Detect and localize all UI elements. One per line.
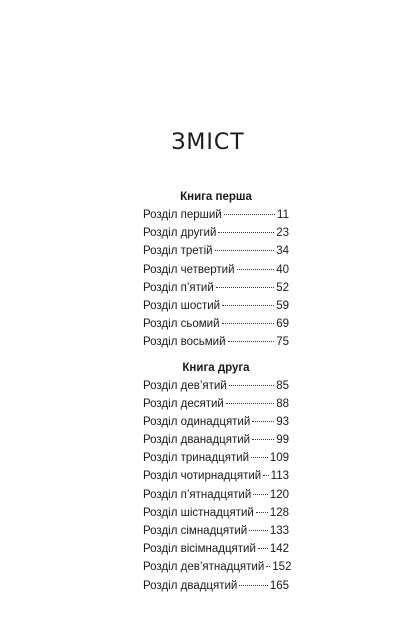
page-title: ЗМІСТ [171, 130, 245, 155]
dot-leader [228, 341, 275, 342]
page-number: 109 [269, 452, 289, 465]
toc-entry[interactable] [143, 315, 289, 333]
toc-entry[interactable] [143, 504, 289, 522]
dot-leader [263, 475, 268, 476]
page-number: 88 [276, 397, 289, 410]
toc-entry[interactable] [143, 297, 289, 315]
page-number: 52 [276, 281, 289, 294]
page-number: 40 [276, 263, 289, 276]
page-number: 142 [269, 543, 289, 556]
page-number: 128 [269, 506, 289, 519]
chapter-title: Розділ тринадцятий [143, 452, 250, 465]
page-number: 99 [276, 434, 289, 447]
dot-leader [256, 512, 268, 513]
dot-leader [226, 403, 274, 404]
page-number: 120 [269, 488, 289, 501]
toc-entry[interactable] [143, 558, 292, 576]
dot-leader [266, 566, 270, 567]
section-spacer [143, 352, 289, 359]
page-number: 152 [272, 561, 292, 574]
chapter-title: Розділ сьомий [143, 318, 220, 331]
chapter-title: Розділ вісімнадцятий [143, 543, 256, 556]
page-number: 85 [276, 379, 289, 392]
toc-entry[interactable] [143, 206, 289, 224]
dot-leader [252, 421, 274, 422]
chapter-title: Розділ п’ятнадцятий [143, 488, 252, 501]
dot-leader [251, 457, 268, 458]
book-heading: Книга перша [180, 191, 252, 203]
chapter-title: Розділ шостий [143, 299, 221, 312]
chapter-title: Розділ одинадцятий [143, 415, 251, 428]
toc-entry[interactable] [143, 431, 289, 449]
toc-entry[interactable] [143, 413, 289, 431]
chapter-title: Розділ шістнадцятий [143, 506, 254, 519]
toc-entry[interactable] [143, 333, 289, 351]
toc-entry[interactable] [143, 261, 289, 279]
dot-leader [253, 494, 268, 495]
chapter-title: Розділ дев’ятий [143, 379, 227, 392]
toc-entry[interactable] [143, 242, 289, 260]
dot-leader [222, 305, 274, 306]
dot-leader [224, 214, 275, 215]
chapter-title: Розділ восьмий [143, 336, 226, 349]
dot-leader [252, 439, 274, 440]
page-number: 23 [276, 227, 289, 240]
toc-entry[interactable] [143, 467, 289, 485]
page-number: 59 [276, 299, 289, 312]
toc-entry[interactable] [143, 486, 289, 504]
toc-entry[interactable] [143, 395, 289, 413]
chapter-title: Розділ п’ятий [143, 281, 214, 294]
dot-leader [215, 250, 275, 251]
chapter-title: Розділ дванадцятий [143, 434, 251, 447]
toc-entry[interactable] [143, 540, 289, 558]
dot-leader [249, 530, 268, 531]
chapter-title: Розділ двадцятий [143, 579, 238, 592]
chapter-title: Розділ дев’ятнадцятий [143, 561, 265, 574]
chapter-title: Розділ другий [143, 227, 217, 240]
toc-entry[interactable] [143, 449, 289, 467]
dot-leader [222, 323, 275, 324]
dot-leader [218, 232, 274, 233]
dot-leader [258, 548, 268, 549]
dot-leader [229, 385, 274, 386]
page-number: 75 [276, 336, 289, 349]
dot-leader [239, 585, 267, 586]
dot-leader [237, 269, 275, 270]
toc-entry[interactable] [143, 522, 289, 540]
page-number: 165 [269, 579, 289, 592]
page-number: 93 [276, 415, 289, 428]
page-number: 113 [270, 470, 289, 483]
dot-leader [216, 287, 274, 288]
toc-entry[interactable] [143, 224, 289, 242]
table-of-contents [143, 188, 292, 595]
chapter-title: Розділ сімнадцятий [143, 525, 248, 537]
book-heading: Книга друга [182, 361, 250, 374]
toc-entry[interactable] [143, 377, 289, 395]
chapter-title: Розділ чотирнадцятий [143, 470, 262, 483]
toc-entry[interactable] [143, 577, 289, 595]
chapter-title: Розділ третій [143, 245, 213, 258]
page-number: 11 [277, 209, 289, 221]
chapter-title: Розділ перший [143, 209, 222, 221]
chapter-title: Розділ десятий [143, 397, 224, 410]
page-number: 34 [276, 245, 289, 258]
page-number: 69 [276, 318, 289, 331]
page-number: 133 [269, 525, 289, 537]
toc-entry[interactable] [143, 279, 289, 297]
chapter-title: Розділ четвертий [143, 263, 235, 276]
